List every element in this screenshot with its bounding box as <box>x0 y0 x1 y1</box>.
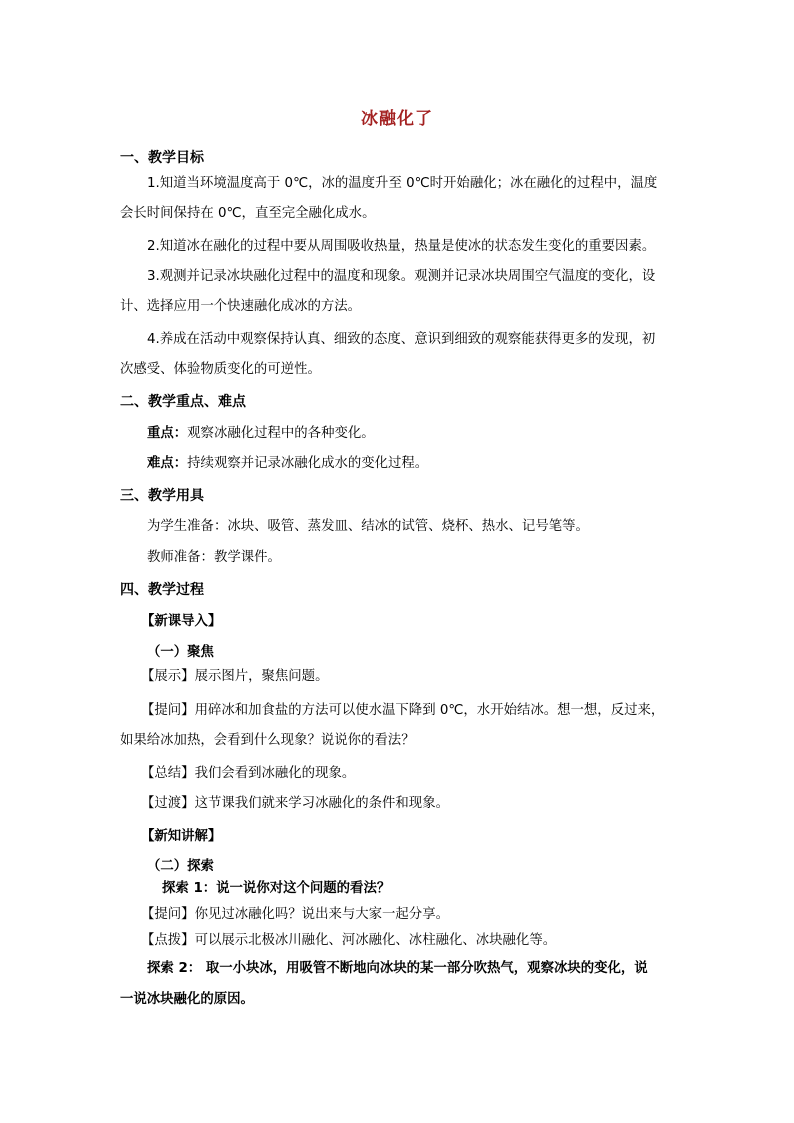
objective-4-line-2: 次感受、体验物质变化的可逆性。 <box>120 362 321 377</box>
transition-tag: 【过渡】 <box>141 796 195 811</box>
document-title: 冰融化了 <box>361 109 433 129</box>
difficult-point <box>147 455 428 473</box>
summary-tag: 【总结】 <box>141 766 195 781</box>
focus-heading: （一）聚焦 <box>147 645 214 660</box>
objective-2: 2.知道冰在融化的过程中要从周围吸收热量，热量是使冰的状态发生变化的重要因素。 <box>147 239 656 254</box>
new-lesson-intro: 【新课导入】 <box>141 614 222 629</box>
question-2-item <box>141 906 449 924</box>
question-2-text: 你见过冰融化吗？说出来与大家一起分享。 <box>194 907 449 922</box>
section-heading-key-points: 二、教学重点、难点 <box>120 394 246 410</box>
explore-heading: （二）探索 <box>147 859 214 874</box>
explore-2-line-1: 探索 2： 取一小块冰，用吸管不断地向冰块的某一部分吹热气，观察冰块的变化，说 <box>147 961 648 976</box>
section-heading-process: 四、教学过程 <box>120 582 204 598</box>
teacher-materials: 教师准备：教学课件。 <box>147 550 281 565</box>
summary-item <box>141 765 355 783</box>
show-item <box>141 668 328 686</box>
transition-item <box>141 795 449 813</box>
question-2-tag: 【提问】 <box>141 907 195 922</box>
tip-tag: 【点拨】 <box>141 933 195 948</box>
explore-2-line-2: 一说冰块融化的原因。 <box>120 992 254 1007</box>
objective-1-line-2: 会长时间保持在 0℃，直至完全融化成水。 <box>120 206 376 221</box>
summary-text: 我们会看到冰融化的现象。 <box>194 766 356 781</box>
new-knowledge-heading: 【新知讲解】 <box>141 829 222 844</box>
objective-3-line-1: 3.观测并记录冰块融化过程中的温度和现象。观测并记录冰块周围空气温度的变化，设 <box>147 269 656 284</box>
section-heading-objectives: 一、教学目标 <box>120 150 204 166</box>
key-point <box>147 425 375 443</box>
tip-text: 可以展示北极冰川融化、河冰融化、冰柱融化、冰块融化等。 <box>194 933 557 948</box>
show-text: 展示图片，聚焦问题。 <box>194 669 329 684</box>
key-point-label: 重点： <box>147 426 188 441</box>
explore-1: 探索 1：说一说你对这个问题的看法？ <box>162 881 391 896</box>
show-tag: 【展示】 <box>141 669 195 684</box>
question-line-2: 如果给冰加热，会看到什么现象？说说你的看法？ <box>120 733 415 748</box>
objective-3-line-2: 计、选择应用一个快速融化成冰的方法。 <box>120 299 362 314</box>
student-materials: 为学生准备：冰块、吸管、蒸发皿、结冰的试管、烧杯、热水、记号笔等。 <box>147 519 589 534</box>
section-heading-materials: 三、教学用具 <box>120 488 204 504</box>
tip-item <box>141 932 556 950</box>
key-point-text: 观察冰融化过程中的各种变化。 <box>187 426 375 441</box>
objective-1-line-1: 1.知道当环境温度高于 0℃，冰的温度升至 0℃时开始融化；冰在融化的过程中，温度 <box>147 176 658 191</box>
difficult-point-label: 难点： <box>147 456 188 471</box>
transition-text: 这节课我们就来学习冰融化的条件和现象。 <box>194 796 449 811</box>
question-item <box>141 702 664 720</box>
question-text: 用碎冰和加食盐的方法可以使水温下降到 0℃，水开始结冰。想一想，反过来， <box>194 703 665 718</box>
difficult-point-text: 持续观察并记录冰融化成水的变化过程。 <box>187 456 429 471</box>
objective-4-line-1: 4.养成在活动中观察保持认真、细致的态度、意识到细致的观察能获得更多的发现，初 <box>147 332 656 347</box>
question-tag: 【提问】 <box>141 703 195 718</box>
